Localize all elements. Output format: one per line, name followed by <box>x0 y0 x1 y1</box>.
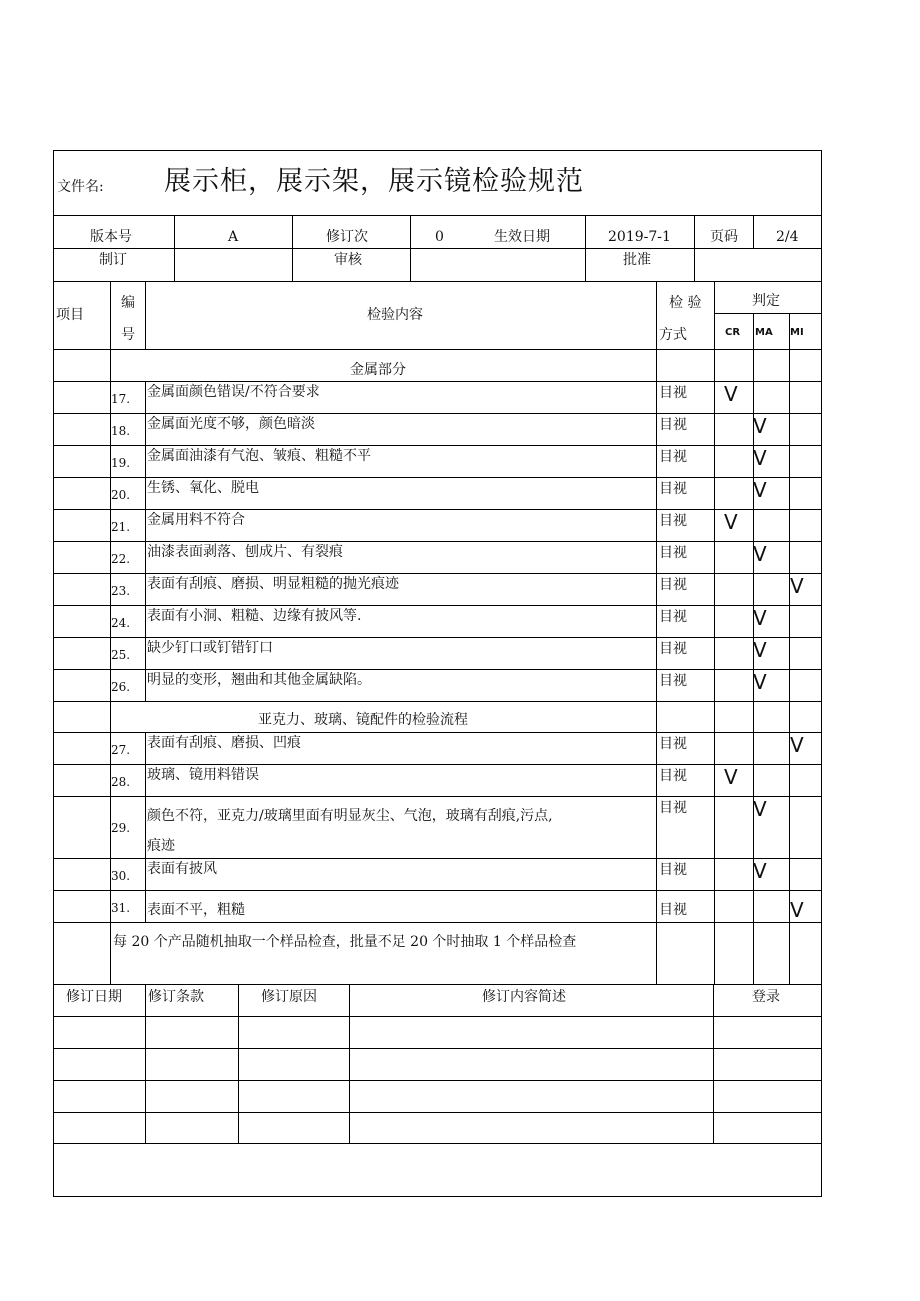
inspection-item-text: 表面不平，粗糙 <box>147 902 245 918</box>
col-method-header-top: 检 验 <box>669 295 702 311</box>
rule-line <box>53 732 822 733</box>
item-number: 27. <box>111 743 131 757</box>
effective-date-value: 2019-7-1 <box>608 229 671 245</box>
rule-line <box>53 1048 822 1049</box>
rule-line <box>53 701 822 702</box>
item-number: 19. <box>111 456 131 470</box>
col-content-header: 检验内容 <box>367 307 423 323</box>
rule-line <box>53 413 822 414</box>
rule-line <box>145 281 146 350</box>
inspection-item-text: 金属面颜色错误/不符合要求 <box>147 384 320 400</box>
inspection-item-text: 金属面光度不够，颜色暗淡 <box>147 416 315 432</box>
judgement-check-mi: V <box>790 898 804 922</box>
rule-line <box>349 984 350 1143</box>
judgement-check-ma: V <box>753 797 767 821</box>
inspection-method: 目视 <box>659 768 687 784</box>
rule-line <box>53 381 822 382</box>
rule-line <box>53 509 822 510</box>
section-title-metal: 金属部分 <box>350 362 406 378</box>
rule-line <box>145 732 146 922</box>
rule-line <box>714 313 822 314</box>
version-value: A <box>228 229 239 245</box>
item-number: 26. <box>111 680 131 694</box>
inspection-item-text: 生锈、氧化、脱电 <box>147 480 259 496</box>
inspection-item-text: 缺少钉口或钉错钉口 <box>147 640 273 656</box>
item-number: 31. <box>111 901 131 915</box>
judgement-check-ma: V <box>753 414 767 438</box>
effective-date-label: 生效日期 <box>494 229 550 245</box>
rule-line <box>292 215 293 281</box>
revision-clause-header: 修订条款 <box>148 989 204 1005</box>
approved-by-label: 批准 <box>623 252 651 268</box>
rule-line <box>238 984 239 1143</box>
inspection-method: 目视 <box>659 545 687 561</box>
item-number: 25. <box>111 648 131 662</box>
inspection-method: 目视 <box>659 862 687 878</box>
item-number: 22. <box>111 552 131 566</box>
rule-line <box>53 764 822 765</box>
inspection-method: 目视 <box>659 417 687 433</box>
rule-line <box>53 922 822 923</box>
judgement-check-mi: V <box>790 733 804 757</box>
judgement-check-ma: V <box>753 446 767 470</box>
rule-line <box>410 215 411 281</box>
inspection-method: 目视 <box>659 736 687 752</box>
inspection-item-text: 金属用料不符合 <box>147 512 245 528</box>
inspection-method: 目视 <box>659 641 687 657</box>
inspection-item-text: 表面有刮痕、磨损、凹痕 <box>147 735 301 751</box>
rule-line <box>53 669 822 670</box>
rule-line <box>145 381 146 701</box>
inspection-method: 目视 <box>659 449 687 465</box>
judgement-check-cr: V <box>724 765 738 789</box>
col-ma-header: MA <box>755 327 773 338</box>
rule-line <box>753 215 754 248</box>
col-judge-header: 判定 <box>752 293 780 309</box>
rule-line <box>53 637 822 638</box>
page-value: 2/4 <box>776 229 799 245</box>
rule-line <box>656 281 657 984</box>
item-number: 29. <box>111 821 131 835</box>
rule-line <box>174 215 175 281</box>
revision-value: 0 <box>435 229 444 245</box>
judgement-check-ma: V <box>753 606 767 630</box>
inspection-item-text: 颜色不符，亚克力/玻璃里面有明显灰尘、气泡，玻璃有刮痕,污点, <box>147 808 553 824</box>
inspection-item-text: 金属面油漆有气泡、皱痕、粗糙不平 <box>147 448 371 464</box>
inspection-item-text: 表面有小洞、粗糙、边缘有披风等. <box>147 608 362 624</box>
rule-line <box>53 1080 822 1081</box>
rule-line <box>53 1016 822 1017</box>
rule-line <box>53 573 822 574</box>
rule-line <box>145 984 146 1143</box>
inspection-method: 目视 <box>659 513 687 529</box>
judgement-check-cr: V <box>724 382 738 406</box>
rule-line <box>53 1112 822 1113</box>
inspection-item-text: 油漆表面剥落、刨成片、有裂痕 <box>147 544 343 560</box>
judgement-check-ma: V <box>753 478 767 502</box>
inspection-method: 目视 <box>659 481 687 497</box>
revision-register-header: 登录 <box>752 989 780 1005</box>
inspection-method: 目视 <box>659 800 687 816</box>
col-mi-header: MI <box>790 327 804 338</box>
rule-line <box>53 858 822 859</box>
col-method-header-bottom: 方式 <box>659 327 687 343</box>
rule-line <box>53 541 822 542</box>
rule-line <box>53 984 822 985</box>
inspection-method: 目视 <box>659 673 687 689</box>
document-title: 展示柜，展示架，展示镜检验规范 <box>164 166 584 197</box>
rule-line <box>53 445 822 446</box>
judgement-check-ma: V <box>753 670 767 694</box>
rule-line <box>53 215 822 216</box>
item-number: 18. <box>111 424 131 438</box>
rule-line <box>53 605 822 606</box>
col-number-header-bottom: 号 <box>121 327 135 343</box>
inspection-method: 目视 <box>659 902 687 918</box>
rule-line <box>585 215 586 281</box>
rule-line <box>789 313 790 984</box>
col-item-header: 项目 <box>56 307 84 323</box>
judgement-check-ma: V <box>753 638 767 662</box>
made-by-label: 制订 <box>99 252 127 268</box>
section-title-acrylic-glass: 亚克力、玻璃、镜配件的检验流程 <box>258 712 468 728</box>
inspection-method: 目视 <box>659 577 687 593</box>
item-number: 30. <box>111 869 131 883</box>
item-number: 24. <box>111 616 131 630</box>
revision-reason-header: 修订原因 <box>261 989 317 1005</box>
judgement-check-ma: V <box>753 859 767 883</box>
rule-line <box>53 1143 822 1144</box>
page-label: 页码 <box>710 229 738 245</box>
reviewed-by-label: 审核 <box>334 252 362 268</box>
item-number: 20. <box>111 488 131 502</box>
rule-line <box>53 248 822 249</box>
inspection-item-text: 表面有披风 <box>147 861 217 877</box>
rule-line <box>713 984 714 1143</box>
rule-line <box>53 281 822 282</box>
judgement-check-mi: V <box>790 574 804 598</box>
rule-line <box>53 796 822 797</box>
inspection-item-text: 表面有刮痕、磨损、明显粗糙的抛光痕迹 <box>147 576 399 592</box>
item-number: 28. <box>111 775 131 789</box>
sampling-note: 每 20 个产品随机抽取一个样品检查，批量不足 20 个时抽取 1 个样品检查 <box>113 934 577 950</box>
revision-date-header: 修订日期 <box>66 989 122 1005</box>
item-number: 21. <box>111 520 131 534</box>
judgement-check-cr: V <box>724 510 738 534</box>
revision-label: 修订次 <box>326 229 368 245</box>
item-number: 23. <box>111 584 131 598</box>
inspection-item-text: 玻璃、镜用料错误 <box>147 767 259 783</box>
rule-line <box>53 349 822 350</box>
item-number: 17. <box>111 392 131 406</box>
rule-line <box>53 477 822 478</box>
rule-line <box>694 215 695 281</box>
file-name-label: 文件名: <box>57 179 104 195</box>
inspection-item-text-continued: 痕迹 <box>147 838 175 854</box>
col-cr-header: CR <box>725 327 741 338</box>
inspection-item-text: 明显的变形，翘曲和其他金属缺陷。 <box>147 672 371 688</box>
judgement-check-ma: V <box>753 542 767 566</box>
version-label: 版本号 <box>90 229 132 245</box>
inspection-method: 目视 <box>659 609 687 625</box>
revision-summary-header: 修订内容简述 <box>482 989 566 1005</box>
rule-line <box>53 890 822 891</box>
rule-line <box>714 281 715 984</box>
inspection-method: 目视 <box>659 385 687 401</box>
col-number-header-top: 编 <box>121 295 135 311</box>
